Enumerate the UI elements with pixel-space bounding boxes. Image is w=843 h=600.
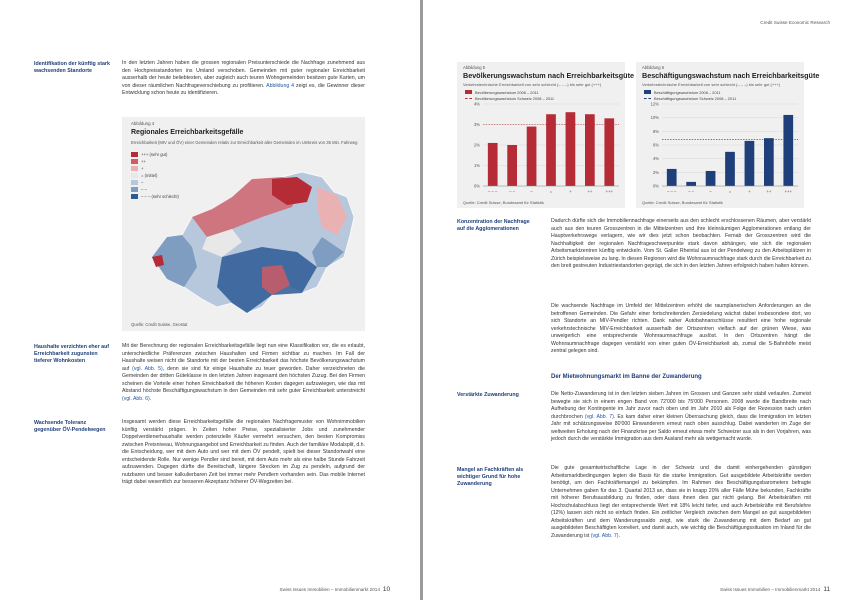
- legend-label: = (mittel): [141, 173, 158, 178]
- link-abb-6[interactable]: (vgl. Abb. 6): [122, 395, 150, 402]
- figure-title: Regionales Erreichbarkeitsgefälle: [131, 129, 244, 136]
- bar-++: [764, 138, 774, 186]
- figure-label: Abbildung 4: [131, 121, 155, 126]
- paragraph-nachfrage: Die wachsende Nachfrage im Umfeld der Mittelzentren erhöht die raumplanerischen Anforderungen an die betroffenen Gemeinden. Die Gefahr einer fortschreitenden Zersiedelung wächst dabei insbesondere dort, wo sich Standorte an MIV-Pendler richten. Dank naher Autobahnanschlüsse resultiert eine hohe regionale verkehrstechnische MIV-Erreichbarkeit ausserhalb der Ortszentren vielfach auf der grünen Wiese, was unweigerlich eine entsprechende Wohnraumnachfrage auslöst. In den Ortszentren hängt die Wohnraumnachfrage dagegen verstärkt von einer guten ÖV-Erreichbarkeit ab, zumal die S-Bahnhöfe meist zentral gelegen sind.: [551, 303, 811, 354]
- bar-– –: [507, 145, 517, 186]
- x-tick-label: =: [549, 189, 553, 194]
- chart-title: Beschäftigungswachstum nach Erreichbarkeitsgüte: [642, 71, 820, 80]
- left-page: [0, 0, 420, 600]
- bar-+: [745, 141, 755, 186]
- x-tick-label: ++: [766, 189, 772, 194]
- legend-label: – –: [141, 187, 147, 192]
- bar-=: [546, 114, 556, 186]
- sidehead-toleranz: Wachsende Toleranz gegenüber ÖV-Pendelwegen: [34, 420, 106, 433]
- y-tick-label: 2%: [652, 169, 659, 175]
- y-tick-label: 3%: [473, 122, 480, 127]
- x-tick-label: – – –: [667, 189, 677, 194]
- paragraph-toleranz: Insgesamt werden diese Erreichbarkeitsgefälle die regionalen Nachfragemuster von Wohnimmobilien künftig verstärkt prägen. In Zeiten hoher Preise, spezialisierter Jobs und zunehmender Doppelverdienerhaushalte werden potenzielle Käufer vermehrt versuchen, den besten Kompromiss zwischen Preisniveau, Wohnungsangebot und Erreichbarkeit zu finden. Auch der familiäre Modalsplit, d.h. die Entscheidung, wer mit dem Auto und wer mit dem ÖV pendelt, spielt bei dieser Standortwahl eine entscheidende Rolle. Nur wenige Pendler sind bereit, mit dem Auto mehr als eine halbe Stunde Fahrzeit aufzuwenden. Dagegen dürfte die Bereitschaft, längere Strecken im Zug zu pendeln, aufgrund der nutzbaren und besser kalkulierbaren Zeit bei immer mehr Pendlern vorhanden sein. Das mobile Internet trägt dabei wesentlich zur besseren Akzeptanz höherer ÖV-Wegzeiten bei.: [122, 419, 365, 485]
- x-tick-label: – – –: [488, 189, 498, 194]
- figure-map: [122, 117, 365, 331]
- chart-source: Quelle: Credit Suisse, Bundesamt für Statistik: [463, 200, 544, 205]
- y-tick-label: 6%: [652, 142, 659, 148]
- y-tick-label: 0%: [473, 183, 480, 189]
- x-tick-label: – –: [509, 189, 516, 194]
- bar-+++: [783, 115, 793, 186]
- legend-label: – – – (sehr schlecht): [141, 194, 179, 199]
- paragraph-zuwanderung: Die Netto-Zuwanderung ist in den letzten sieben Jahren im Grossen und Ganzen sehr stabil verlaufen. Zumeist bewegte sie sich in einem engen Band von 72'000 bis 75'000 Personen. 2008 wurde die Bandbreite nach Aufhebung der Kontingente im Jahr zuvor nach oben und im Jahr 2010 als Folge der Rezession nach unten durchbrochen (vgl. Abb. 7). Es kam daher einer kleinen Überraschung gleich, dass die Immigration im letzten Jahr mit schätzungsweise 80'000 Einwanderern erneut nach oben ausschlug. Dabei wanderten im Zuge der weltweiten Erholung nach der Finanzkrise per Saldo erneut etwas mehr Schweizer aus als in den Vorjahren, was jedoch durch die verstärkte Immigration aus dem Ausland mehr als wettgemacht wurde.: [551, 391, 811, 442]
- bar-–: [706, 171, 716, 186]
- link-abb-7[interactable]: (vgl. Abb. 7): [584, 413, 614, 420]
- x-tick-label: +++: [784, 189, 792, 194]
- bar-– –: [686, 182, 696, 186]
- bar-++: [585, 114, 595, 186]
- switzerland-map: [122, 117, 365, 331]
- region-geneva: [152, 255, 164, 267]
- link-abbildung-4[interactable]: Abbildung 4: [266, 82, 295, 89]
- legend-line: Beschäftigungswachstum Schweiz 2008 – 2011: [644, 95, 736, 101]
- chart-plot: [457, 62, 625, 208]
- x-tick-label: ++: [587, 189, 593, 194]
- y-tick-label: 8%: [652, 128, 659, 134]
- legend-label: +++ (sehr gut): [141, 152, 168, 157]
- chart-subtitle: Verkehrstechnische Erreichbarkeit von sehr schlecht (– – –) bis sehr gut (+++): [642, 82, 781, 87]
- bar-=: [725, 152, 735, 186]
- legend-label: +: [141, 166, 144, 171]
- sidehead-fachkraefte: Mangel an Fachkräften als wichtiger Grund für hohe Zuwanderung: [457, 467, 524, 487]
- section-title: Der Mietwohnungsmarkt im Banne der Zuwanderung: [551, 374, 702, 380]
- legend-label: ++: [141, 159, 146, 164]
- x-tick-label: –: [530, 189, 533, 194]
- chart-bevoelkerung: [457, 62, 634, 208]
- y-tick-label: 0%: [652, 183, 659, 189]
- bar-– – –: [667, 169, 677, 186]
- right-page: [423, 0, 843, 600]
- figure-source: Quelle: Credit Suisse, Geostat: [131, 322, 188, 327]
- paragraph-fachkraefte: Die gute gesamtwirtschaftliche Lage in der Schweiz und die damit einhergehenden günstigen Arbeitsmarktbedingungen legten die Basis für die starke Immigration. Gut ausgebildete Arbeitskräfte werden benötigt, um den Fachkräftemangel zu bekämpfen. Im Rahmen des Beschäftigungsbarometers befragte Unternehmen gaben für das 3. Quartal 2013 an, dass sie in knapp 20% aller Fälle Mühe bekunden, Fachkräfte mit höherer Berufsausbildung zu finden, oder dass ihnen dies gar nicht gelang. Bei Arbeitskräften mit Hochschulabschluss liegt der entsprechende Wert mit 18% leicht tiefer, und auch Arbeitskräfte mit Berufslehre (12%) lassen sich nicht so einfach finden. Ein zeitlicher Vergleich zwischen dem Mangel an gut ausgebildeten Arbeitskräften und dem Wanderungssaldo zeigt, wie stark die Zuwanderung mit dem Bedarf an gut ausgebildeten Beschäftigten korreliert, und damit auch, wie wichtig die Beschäftigungssituation im Inland für die Zuwanderung ist (vgl. Abb. 7).: [551, 465, 811, 539]
- sidehead-zuwanderung: Verstärkte Zuwanderung: [457, 392, 519, 398]
- legend-bar: Beschäftigungswachstum 2008 – 2011: [644, 89, 736, 95]
- bar-– – –: [488, 143, 498, 186]
- x-tick-label: +++: [605, 189, 613, 194]
- chart-title: Bevölkerungswachstum nach Erreichbarkeitsgüte: [463, 71, 634, 80]
- page-number-right: 11: [823, 586, 830, 593]
- paragraph-haushalte: Mit der Berechnung der regionalen Erreichbarkeitsgefälle liegt nun eine Klassifikation vor, die es erlaubt, unterschiedliche Präferenzen zwischen Haushalten und Firmen sichtbar zu machen. Im Fall der Haushalte weisen nicht die Standorte mit der besten Erreichbarkeit das höchste Bevölkerungswachstum auf (vgl. Abb. 5), denn sie sind für einige Haushalte zu teuer geworden. Daher verzeichneten die Gemeinden der dritten Güteklasse in den letzten Jahren insgesamt den höchsten Zuzug. Bei den Firmen scheinen die Vorteile einer hohen Erreichbarkeit die höheren Kosten dagegen aufzuwiegen, wie das mit Abstand höchste Beschäftigungswachstum in den Gemeinden mit sehr guter Erreichbarkeit unterstreicht (vgl. Abb. 6).: [122, 343, 365, 402]
- link-abb-5[interactable]: (vgl. Abb. 5): [132, 365, 163, 372]
- x-tick-label: – –: [688, 189, 695, 194]
- chart-plot: [636, 62, 804, 208]
- legend-label: –: [141, 180, 144, 185]
- x-tick-label: +: [748, 189, 751, 194]
- footer-left: Swiss Issues Immobilien – Immobilienmarkt 2014 10: [279, 586, 390, 593]
- bar-–: [527, 127, 537, 186]
- legend-bar: Bevölkerungswachstum 2008 – 2011: [465, 89, 554, 95]
- y-tick-label: 10%: [650, 115, 659, 121]
- bar-+: [566, 112, 576, 186]
- chart-beschaeftigung: [636, 62, 820, 208]
- x-tick-label: –: [709, 189, 712, 194]
- sidehead-identifikation: Identifikation der künftig stark wachsenden Standorte: [34, 61, 110, 74]
- footer-right: Swiss Issues Immobilien – Immobilienmarkt 2014 11: [720, 586, 830, 593]
- x-tick-label: =: [728, 189, 732, 194]
- y-tick-label: 1%: [473, 163, 480, 168]
- bar-+++: [604, 118, 614, 186]
- link-abb-7b[interactable]: (vgl. Abb. 7): [590, 532, 619, 539]
- chart-label: Abbildung 6: [642, 65, 665, 70]
- page-header: Credit Suisse Economic Research: [760, 20, 830, 25]
- y-tick-label: 4%: [473, 101, 480, 107]
- chart-label: Abbildung 5: [463, 65, 486, 70]
- legend-line: Bevölkerungswachstum Schweiz 2008 – 2011: [465, 95, 554, 101]
- sidehead-haushalte: Haushalte verzichten eher auf Erreichbarkeit zugunsten tieferer Wohnkosten: [34, 344, 110, 364]
- y-tick-label: 12%: [650, 101, 659, 107]
- y-tick-label: 4%: [652, 156, 659, 162]
- figure-subtitle: Erreichbarkeit (MIV und ÖV) einer Gemeinden relativ zur Erreichbarkeit aller Gemeinden im Umkreis von 35 Min. Fahrweg: [131, 140, 358, 145]
- paragraph-konzentration: Dadurch dürfte sich die Immobiliennachfrage einerseits aus den schlecht erschlossenen Räumen, aber verstärkt auch aus den teuren Grosszentren in die Mittelzentren und ihre kleinräumigen Agglomerationen entlang der Hauptverkehrswege verlagern, wie wir dies jetzt schon beobachten. Fernab der Grosszentren wird die Nachhaltigkeit der regionalen Nachfrageschwerpunkte stark davon abhängen, wie sich die regionalen Arbeitsmarktzentren künftig entwickeln. Vom St. Galler Rheintal aus ist der Pendelweg zu den Arbeitsplätzen in Zürich beispielsweise zu lang. In diesen Regionen wird die Wohnraumnachfrage stark durch die Erreichbarkeit zu den breit gestreuten Industriestandorten geprägt, die sich in den letzten Jahren erfolgreich haben halten können.: [551, 218, 811, 269]
- y-tick-label: 2%: [473, 142, 480, 148]
- chart-source: Quelle: Credit Suisse, Bundesamt für Statistik: [642, 200, 723, 205]
- chart-subtitle: Verkehrstechnische Erreichbarkeit von sehr schlecht (– – –) bis sehr gut (+++): [463, 82, 602, 87]
- x-tick-label: +: [569, 189, 572, 194]
- sidehead-konzentration: Konzentration der Nachfrage auf die Agglomerationen: [457, 219, 530, 232]
- paragraph-intro: In den letzten Jahren haben die grossen regionalen Preisunterschiede die Nachfrage zunehmend aus den Hochpreisstandorten ins Umland verschoben. Gemeinden mit guter regionaler Erreichbarkeit ausserhalb der heute beliebtesten, aber zugleich auch teuren Wohngemeinden besitzen gute Karten, um von dieser räumlichen Nachfrageverschiebung zu profitieren. Abbildung 4 zeigt es, die Gewinner dieser Entwicklung schon heute zu identifizieren.: [122, 60, 365, 96]
- page-number-left: 10: [382, 586, 390, 593]
